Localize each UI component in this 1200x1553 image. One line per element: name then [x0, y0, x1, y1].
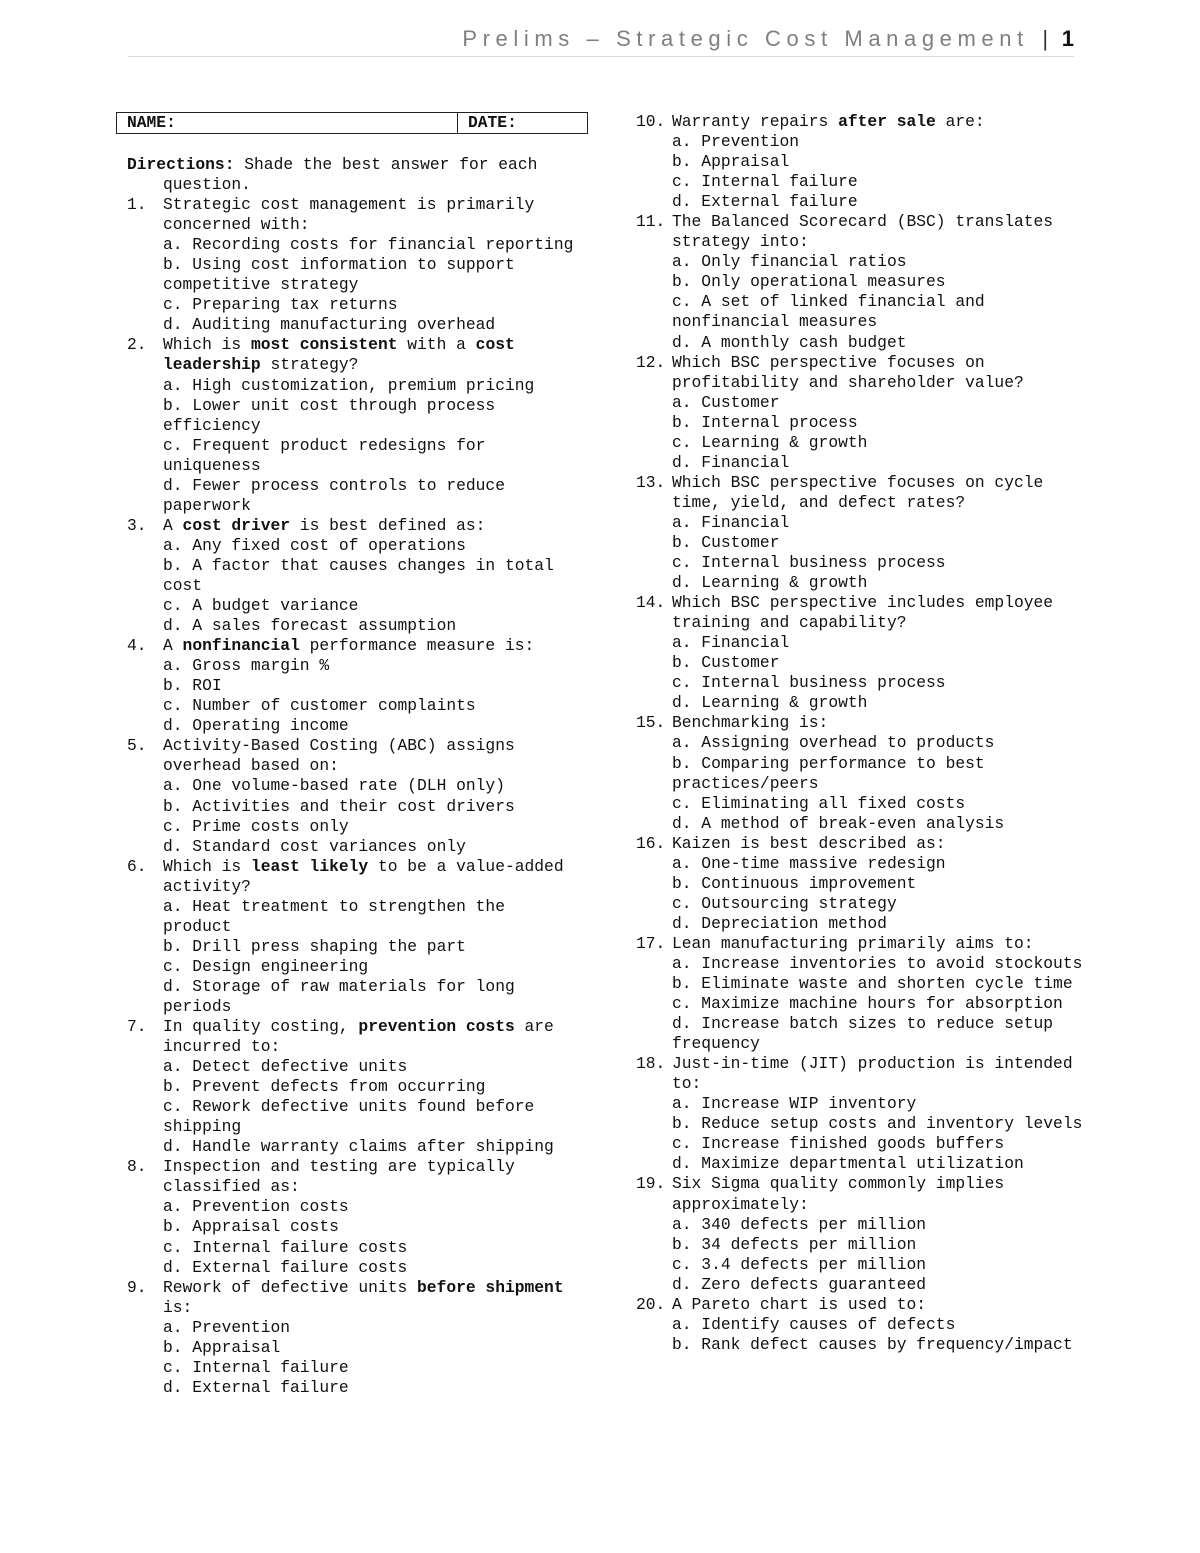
- question-number: 15.: [636, 713, 666, 733]
- stem-segment: Lean manufacturing primarily aims to:: [672, 933, 1034, 953]
- answer-option[interactable]: d. Increase batch sizes to reduce setup frequency: [672, 1014, 1054, 1054]
- answer-option[interactable]: c. Rework defective units found before shipping: [163, 1097, 535, 1137]
- question-number: 4.: [127, 636, 147, 656]
- answer-option[interactable]: a. Heat treatment to strengthen the product: [163, 896, 505, 936]
- stem-segment: Rework of defective units: [163, 1277, 418, 1297]
- stem-segment: is:: [163, 1297, 193, 1317]
- stem-segment: Just-in-time (JIT) production is intended to:: [672, 1054, 1073, 1094]
- stem-segment: Warranty repairs: [672, 112, 839, 131]
- answer-option[interactable]: d. Storage of raw materials for long periods: [163, 976, 515, 1016]
- question-number: 10.: [636, 112, 666, 131]
- answer-option[interactable]: b. Internal process: [672, 412, 858, 432]
- answer-option[interactable]: d. Zero defects guaranteed: [672, 1274, 927, 1294]
- answer-option[interactable]: a. One-time massive redesign: [672, 853, 946, 873]
- answer-option[interactable]: b. Activities and their cost drivers: [163, 796, 515, 816]
- question-number: 7.: [127, 1017, 147, 1037]
- question-stem: [636, 934, 1086, 954]
- date-field[interactable]: DATE:: [468, 113, 517, 132]
- stem-segment: Which BSC perspective includes employee training and capability?: [672, 593, 1054, 633]
- answer-option[interactable]: a. Prevention: [672, 132, 800, 152]
- answer-option[interactable]: d. Maximize departmental utilization: [672, 1154, 1024, 1174]
- question-number: 1.: [127, 195, 147, 215]
- question-6: [127, 857, 582, 1017]
- question-text: [672, 934, 1086, 954]
- answer-option[interactable]: d. Learning & growth: [672, 573, 868, 593]
- answer-option[interactable]: c. Maximize machine hours for absorption: [672, 994, 1063, 1014]
- question-text: [672, 834, 1086, 854]
- answer-option[interactable]: c. Frequent product redesigns for uniqueness: [163, 435, 486, 475]
- question-number: 14.: [636, 593, 666, 613]
- question-10: [636, 112, 1086, 212]
- directions-text: Shade the best answer for each question.: [163, 155, 538, 195]
- question-5: [127, 736, 582, 856]
- answer-option[interactable]: a. Increase inventories to avoid stockouts: [672, 953, 1083, 973]
- question-text: [163, 1278, 582, 1318]
- answer-option[interactable]: b. Rank defect causes by frequency/impact: [672, 1334, 1073, 1354]
- stem-segment: performance measure is:: [299, 636, 535, 656]
- question-3: [127, 516, 582, 636]
- answer-option[interactable]: d. Fewer process controls to reduce paperwork: [163, 475, 505, 515]
- stem-segment: In quality costing,: [163, 1017, 359, 1037]
- question-number: 13.: [636, 472, 666, 492]
- question-stem: [636, 212, 1086, 252]
- question-stem: [127, 1017, 582, 1057]
- stem-segment: Inspection and testing are typically classified as:: [163, 1157, 515, 1197]
- question-text: [672, 1054, 1086, 1094]
- answer-option[interactable]: b. 34 defects per million: [672, 1234, 917, 1254]
- question-text: [163, 857, 582, 897]
- question-12: [636, 353, 1086, 473]
- answer-option[interactable]: b. A factor that causes changes in total cost: [163, 555, 554, 595]
- answer-option[interactable]: d. External failure: [163, 1377, 349, 1397]
- question-text: [672, 353, 1086, 393]
- question-text: [163, 1157, 582, 1197]
- question-stem: [636, 473, 1086, 513]
- stem-segment: with a: [397, 335, 476, 355]
- answer-option[interactable]: c. Outsourcing strategy: [672, 893, 897, 913]
- answer-option[interactable]: b. Eliminate waste and shorten cycle time: [672, 974, 1073, 994]
- answer-option[interactable]: d. Depreciation method: [672, 913, 887, 933]
- name-field[interactable]: NAME:: [117, 113, 458, 133]
- answer-option[interactable]: d. Learning & growth: [672, 693, 868, 713]
- answer-option[interactable]: b. Drill press shaping the part: [163, 936, 466, 956]
- answer-option[interactable]: a. Financial: [672, 512, 790, 532]
- stem-segment: Strategic cost management is primarily concerned with:: [163, 195, 535, 235]
- question-number: 2.: [127, 335, 147, 355]
- answer-option[interactable]: d. Standard cost variances only: [163, 836, 466, 856]
- question-number: 19.: [636, 1174, 666, 1194]
- answer-option[interactable]: a. Increase WIP inventory: [672, 1094, 917, 1114]
- answer-option[interactable]: c. A set of linked financial and nonfinancial measures: [672, 292, 985, 332]
- question-stem: [636, 1295, 1086, 1315]
- question-stem: [127, 335, 582, 375]
- answer-option[interactable]: a. Any fixed cost of operations: [163, 535, 466, 555]
- answer-option[interactable]: d. Auditing manufacturing overhead: [163, 315, 496, 335]
- stem-segment: A: [163, 515, 183, 535]
- answer-option[interactable]: d. Handle warranty claims after shipping: [163, 1137, 554, 1157]
- answer-option[interactable]: a. High customization, premium pricing: [163, 375, 535, 395]
- question-list-left: [127, 195, 582, 1398]
- answer-option[interactable]: c. A budget variance: [163, 596, 359, 616]
- question-text: [163, 516, 582, 536]
- stem-segment: Benchmarking is:: [672, 713, 829, 733]
- stem-segment: Kaizen is best described as:: [672, 833, 946, 853]
- answer-option[interactable]: b. Lower unit cost through process efficiency: [163, 395, 496, 435]
- question-text: [672, 112, 1086, 132]
- question-text: [672, 1295, 1086, 1315]
- answer-option[interactable]: c. Internal business process: [672, 673, 946, 693]
- question-number: 3.: [127, 515, 147, 535]
- question-stem: [127, 736, 582, 776]
- question-stem: [636, 1174, 1086, 1214]
- answer-option[interactable]: d. External failure costs: [163, 1257, 408, 1277]
- answer-option[interactable]: b. Using cost information to support competitive strategy: [163, 255, 515, 295]
- answer-option[interactable]: d. A monthly cash budget: [672, 332, 907, 352]
- answer-option[interactable]: a. Gross margin %: [163, 656, 330, 676]
- stem-segment: Activity-Based Costing (ABC) assigns overhead based on:: [163, 736, 515, 776]
- question-text: [163, 1017, 582, 1057]
- question-20: [636, 1295, 1086, 1355]
- question-text: [672, 593, 1086, 633]
- answer-option[interactable]: c. Increase finished goods buffers: [672, 1134, 1005, 1154]
- emphasis-text: most consistent: [250, 335, 398, 355]
- question-11: [636, 212, 1086, 352]
- answer-option[interactable]: a. One volume-based rate (DLH only): [163, 776, 505, 796]
- question-2: [127, 335, 582, 515]
- answer-option[interactable]: a. Identify causes of defects: [672, 1314, 956, 1334]
- question-stem: [127, 857, 582, 897]
- question-stem: [636, 1054, 1086, 1094]
- emphasis-text: cost leadership: [163, 335, 515, 375]
- answer-option[interactable]: c. Preparing tax returns: [163, 295, 398, 315]
- question-text: [163, 636, 582, 656]
- question-stem: [127, 1157, 582, 1197]
- question-stem: [636, 112, 1086, 132]
- emphasis-text: least likely: [250, 856, 369, 876]
- answer-option[interactable]: b. Customer: [672, 653, 780, 673]
- page-number: 1: [1061, 26, 1074, 51]
- answer-option[interactable]: c. Learning & growth: [672, 432, 868, 452]
- directions-label: Directions:: [127, 155, 235, 174]
- stem-segment: Six Sigma quality commonly implies approximately:: [672, 1174, 1005, 1214]
- emphasis-text: after sale: [838, 112, 936, 131]
- stem-segment: are incurred to:: [163, 1017, 554, 1057]
- question-number: 6.: [127, 856, 147, 876]
- answer-option[interactable]: a. Assigning overhead to products: [672, 733, 995, 753]
- answer-option[interactable]: b. ROI: [163, 676, 222, 696]
- question-text: [163, 195, 582, 235]
- answer-option[interactable]: b. Only operational measures: [672, 272, 946, 292]
- emphasis-text: prevention costs: [358, 1017, 515, 1037]
- answer-option[interactable]: d. External failure: [672, 192, 858, 212]
- page-header: [128, 26, 1074, 57]
- answer-option[interactable]: c. 3.4 defects per million: [672, 1254, 927, 1274]
- question-13: [636, 473, 1086, 593]
- question-number: 20.: [636, 1294, 666, 1314]
- stem-segment: Which BSC perspective focuses on profitability and shareholder value?: [672, 352, 1024, 392]
- answer-option[interactable]: a. Only financial ratios: [672, 252, 907, 272]
- question-text: [163, 736, 582, 776]
- answer-option[interactable]: a. Financial: [672, 633, 790, 653]
- question-text: [163, 335, 582, 375]
- answer-option[interactable]: b. Prevent defects from occurring: [163, 1077, 486, 1097]
- stem-segment: Which BSC perspective focuses on cycle time, yield, and defect rates?: [672, 472, 1044, 512]
- question-number: 16.: [636, 833, 666, 853]
- answer-option[interactable]: a. Recording costs for financial reporting: [163, 235, 574, 255]
- answer-option[interactable]: a. Customer: [672, 392, 780, 412]
- right-column: [636, 112, 1086, 1355]
- answer-option[interactable]: b. Continuous improvement: [672, 873, 917, 893]
- question-number: 18.: [636, 1054, 666, 1074]
- answer-option[interactable]: b. Appraisal: [672, 152, 790, 172]
- question-15: [636, 713, 1086, 833]
- header-title: Prelims – Strategic Cost Management: [462, 26, 1029, 51]
- question-text: [672, 473, 1086, 513]
- question-7: [127, 1017, 582, 1157]
- question-stem: [636, 834, 1086, 854]
- stem-segment: strategy?: [260, 355, 359, 375]
- answer-option[interactable]: c. Design engineering: [163, 956, 369, 976]
- answer-option[interactable]: d. Operating income: [163, 716, 349, 736]
- answer-option[interactable]: b. Appraisal costs: [163, 1217, 339, 1237]
- question-19: [636, 1174, 1086, 1294]
- question-list-right: [636, 112, 1086, 1355]
- answer-option[interactable]: a. Prevention costs: [163, 1197, 349, 1217]
- question-4: [127, 636, 582, 736]
- answer-option[interactable]: a. Prevention: [163, 1317, 291, 1337]
- answer-option[interactable]: d. A method of break-even analysis: [672, 813, 1005, 833]
- question-text: [672, 212, 1086, 252]
- question-stem: [127, 636, 582, 656]
- question-stem: [636, 593, 1086, 633]
- emphasis-text: cost driver: [182, 515, 291, 535]
- answer-option[interactable]: d. Financial: [672, 452, 790, 472]
- stem-segment: The Balanced Scorecard (BSC) translates strategy into:: [672, 212, 1054, 252]
- question-stem: [636, 353, 1086, 393]
- answer-option[interactable]: a. Detect defective units: [163, 1057, 408, 1077]
- question-stem: [636, 713, 1086, 733]
- name-date-box: [116, 112, 588, 134]
- stem-segment: to be a value-added activity?: [163, 856, 564, 896]
- question-number: 5.: [127, 736, 147, 756]
- directions: [127, 155, 582, 195]
- question-number: 9.: [127, 1277, 147, 1297]
- stem-segment: Which is: [163, 856, 251, 876]
- question-text: [672, 713, 1086, 733]
- question-16: [636, 834, 1086, 934]
- question-number: 11.: [636, 212, 666, 232]
- header-separator: |: [1042, 26, 1049, 51]
- stem-segment: Which is: [163, 335, 251, 355]
- question-17: [636, 934, 1086, 1054]
- answer-option[interactable]: d. A sales forecast assumption: [163, 616, 457, 636]
- question-number: 17.: [636, 933, 666, 953]
- question-number: 12.: [636, 352, 666, 372]
- emphasis-text: nonfinancial: [182, 636, 300, 656]
- answer-option[interactable]: b. Appraisal: [163, 1337, 281, 1357]
- question-stem: [127, 195, 582, 235]
- answer-option[interactable]: c. Internal failure costs: [163, 1237, 408, 1257]
- question-18: [636, 1054, 1086, 1174]
- answer-option[interactable]: c. Internal business process: [672, 553, 946, 573]
- answer-option[interactable]: c. Internal failure: [163, 1357, 349, 1377]
- question-stem: [127, 1278, 582, 1318]
- answer-option[interactable]: b. Reduce setup costs and inventory levels: [672, 1114, 1083, 1134]
- answer-option[interactable]: c. Internal failure: [672, 172, 858, 192]
- answer-option[interactable]: b. Comparing performance to best practices/peers: [672, 753, 985, 793]
- answer-option[interactable]: c. Number of customer complaints: [163, 696, 476, 716]
- answer-option[interactable]: a. 340 defects per million: [672, 1214, 927, 1234]
- question-1: [127, 195, 582, 335]
- question-number: 8.: [127, 1157, 147, 1177]
- answer-option[interactable]: c. Eliminating all fixed costs: [672, 793, 966, 813]
- question-8: [127, 1157, 582, 1277]
- stem-segment: A: [163, 636, 183, 656]
- question-stem: [127, 516, 582, 536]
- question-14: [636, 593, 1086, 713]
- answer-option[interactable]: b. Customer: [672, 532, 780, 552]
- question-text: [672, 1174, 1086, 1214]
- answer-option[interactable]: c. Prime costs only: [163, 816, 349, 836]
- stem-segment: A Pareto chart is used to:: [672, 1294, 927, 1314]
- left-column: [127, 112, 582, 1398]
- emphasis-text: before shipment: [417, 1277, 564, 1297]
- question-9: [127, 1278, 582, 1398]
- stem-segment: are:: [935, 112, 985, 131]
- stem-segment: is best defined as:: [290, 515, 486, 535]
